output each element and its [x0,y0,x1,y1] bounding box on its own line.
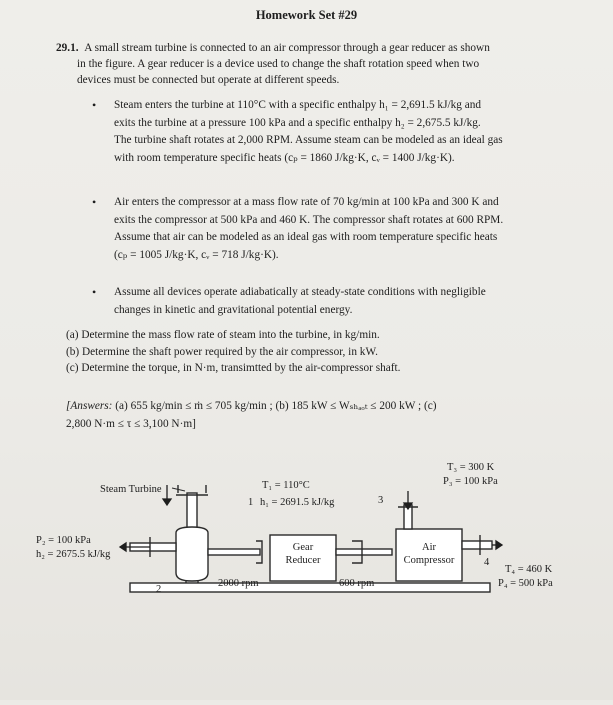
state3-temperature: T₃ = 300 K [447,462,495,473]
bullet-air [92,194,572,264]
bullet-dot: • [92,285,97,299]
problem-intro-line2: in the figure. A gear reducer is a device used to change the shaft rotation speed when two [77,58,480,70]
gear-reducer-label: Gear Reducer [285,542,321,566]
bullet-line: Air enters the compressor at a mass flow rate of 70 kg/min at 100 kPa and 300 K and [114,196,499,208]
compressor-shaft [336,549,392,555]
answers-line1: (a) 655 kg/min ≤ ṁ ≤ 705 kg/min ; (b) 185 kW ≤ Wₛₕₐₒₜ ≤ 200 kW ; (c) [115,400,437,412]
bullet-dot: • [92,195,97,209]
turbine-shaft [208,549,260,555]
turbine-rpm: 2000 rpm [218,578,259,589]
part-c: (c) Determine the torque, in N·m, transimtted by the air-compressor shaft. [66,362,401,374]
part-b: (b) Determine the shaft power required by the air compressor, in kW. [66,345,378,358]
bullet-line: changes in kinetic and gravitational potential energy. [114,303,353,316]
inlet-flange [178,485,206,493]
bullet-steam [92,97,572,167]
inlet-arrow-head [163,499,171,505]
turbine-body [176,527,208,581]
compressor-rpm: 600 rpm [339,578,375,589]
system-diagram [0,455,613,700]
state3-pressure: P₃ = 100 kPa [443,476,498,487]
compressor-outlet-pipe [462,541,492,549]
turbine-label: Steam Turbine [100,484,162,495]
bullet-assumptions [92,284,572,319]
problem-line-1 [56,40,568,56]
bullet-line: Steam enters the turbine at 110°C with a specific enthalpy h₁ = 2,691.5 kJ/kg and [114,99,482,111]
air-outlet-arrow-head [496,541,502,549]
bullet-line: exits the turbine at a pressure 100 kPa and a specific enthalpy h₂ = 2,675.5 kJ/kg. [114,116,481,129]
state4-number: 4 [484,557,490,568]
base-platform [130,583,490,592]
part-a: (a) Determine the mass flow rate of steam into the turbine, in kg/min. [66,329,380,341]
state3-number: 3 [378,495,384,506]
state4-pressure: P₄ = 500 kPa [498,578,553,589]
bullet-line: Assume that air can be modeled as an ideal gas with room temperature specific heats [114,231,498,243]
bullet-dot: • [92,98,97,112]
compressor-label: Air Compressor [403,542,455,566]
problem-number: 29.1. [56,42,79,54]
answers-line2: 2,800 N·m ≤ τ ≤ 3,100 N·m] [66,418,196,430]
problem-intro-line3: devices must be connected but operate at different speeds. [77,74,340,86]
answers-label: [Answers: [66,400,113,412]
answers [66,397,566,433]
state1-temperature: T₁ = 110°C [262,480,310,491]
bullet-line: exits the compressor at 500 kPa and 460 K. The compressor shaft rotates at 600 RPM. [114,213,504,226]
bullet-line: The turbine shaft rotates at 2,000 RPM. Assume steam can be modeled as an ideal gas [114,134,503,146]
page-title: Homework Set #29 [255,8,358,22]
problem-intro-line1: A small stream turbine is connected to an air compressor through a gear reducer as shown [84,42,490,54]
bullet-line: with room temperature specific heats (cₚ = 1860 J/kg·K, cᵥ = 1400 J/kg·K). [114,151,455,164]
state4-temperature: T₄ = 460 K [505,564,553,575]
state1-number: 1 [248,497,254,508]
bullet-line: Assume all devices operate adiabatically at steady-state conditions with negligible [114,286,486,298]
bullet-line: (cₚ = 1005 J/kg·K, cᵥ = 718 J/kg·K). [114,248,279,261]
state2-enthalpy: h₂ = 2675.5 kJ/kg [36,549,111,560]
exhaust-arrow-head [120,543,126,551]
state2-pressure: P₂ = 100 kPa [36,535,91,546]
problem-intro [56,40,568,88]
question-parts [66,327,566,377]
state2-number: 2 [156,584,162,595]
state1-enthalpy: h₁ = 2691.5 kJ/kg [260,497,335,508]
